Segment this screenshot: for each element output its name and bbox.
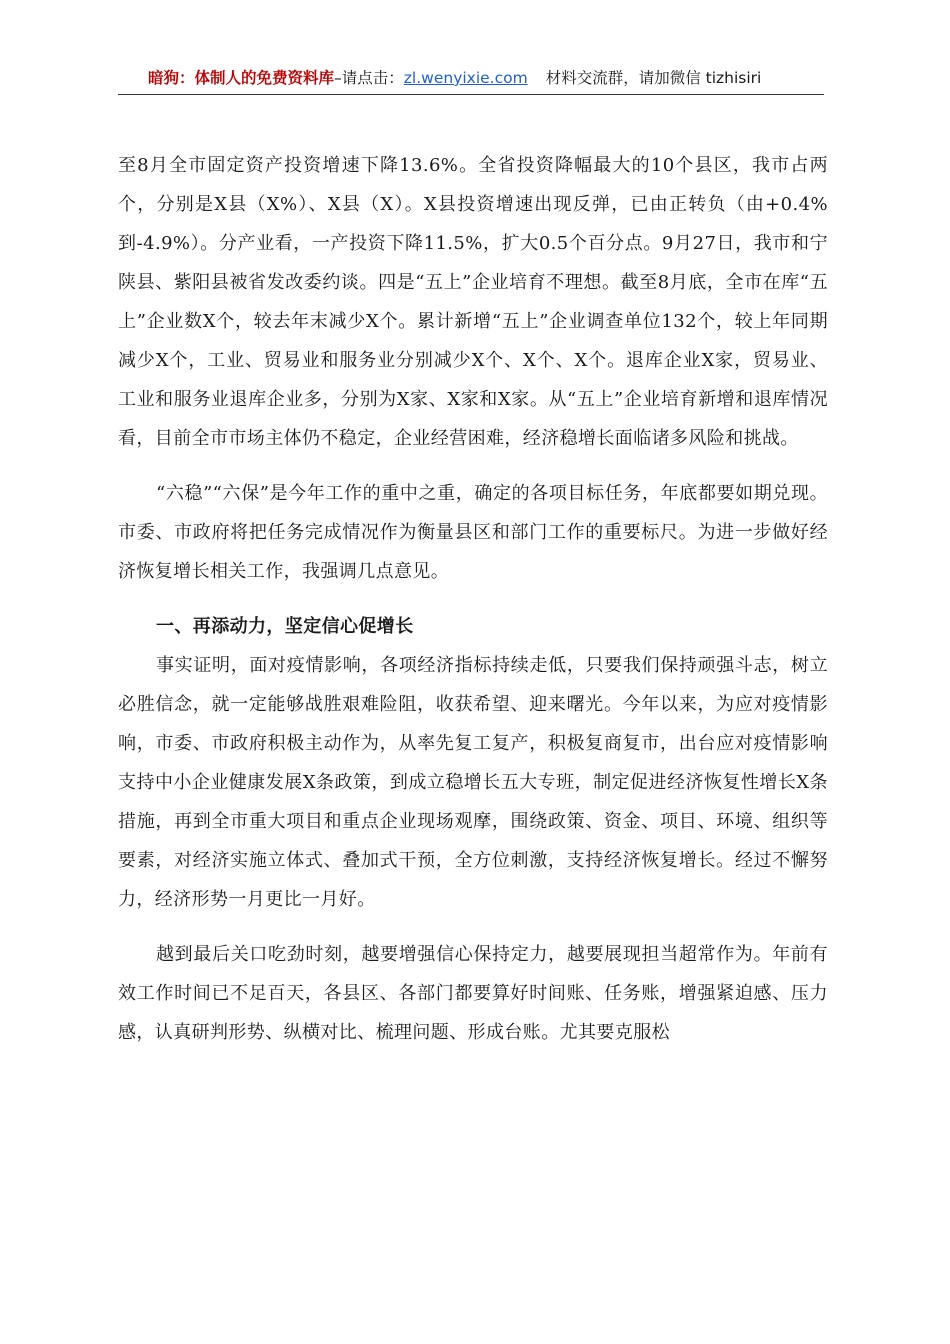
header-contact: 材料交流群，请加微信 tizhisiri [545,69,762,87]
header-brand: 暗狗：体制人的免费资料库 [148,69,335,87]
section-heading: 一、再添动力，坚定信心促增长 [156,616,414,637]
header-link[interactable]: zl.wenyixie.com [403,69,528,87]
section-paragraph: 越到最后关口吃劲时刻，越要增强信心保持定力，越要展现担当超常作为。年前有效工作时间已不足百天，各县区、各部门都要算好时间账、任务账，增强紧迫感、压力感，认真研判形势、纵横对比、梳理问题、形成台账。尤其要克服松 [118,944,828,1043]
document-body [118,146,828,1052]
body-paragraph: 至8月全市固定资产投资增速下降13.6%。全省投资降幅最大的10个县区，我市占两个，分别是X县（X%）、X县（X）。X县投资增速出现反弹，已由正转负（由+0.4%到-4.9%）。分产业看，一产投资下降11.5%，扩大0.5个百分点。9月27日，我市和宁陕县、紫阳县被省发改委约谈。四是“五上”企业培育不理想。截至8月底，全市在库“五上”企业数X个，较去年末减少X个。累计新增“五上”企业调查单位132个，较上年同期减少X个，工业、贸易业和服务业分别减少X个、X个、X个。退库企业X家，贸易业、工业和服务业退库企业多，分别为X家、X家和X家。从“五上”企业培育新增和退库情况看，目前全市市场主体仍不稳定，企业经营困难，经济稳增长面临诸多风险和挑战。 [118,155,828,449]
page-header [118,66,824,95]
section-paragraph: 事实证明，面对疫情影响，各项经济指标持续走低，只要我们保持顽强斗志，树立必胜信念，就一定能够战胜艰难险阻，收获希望、迎来曙光。今年以来，为应对疫情影响，市委、市政府积极主动作为，从率先复工复产，积极复商复市，出台应对疫情影响支持中小企业健康发展X条政策，到成立稳增长五大专班，制定促进经济恢复性增长X条措施，再到全市重大项目和重点企业现场观摩，围绕政策、资金、项目、环境、组织等要素，对经济实施立体式、叠加式干预，全方位刺激，支持经济恢复增长。经过不懈努力，经济形势一月更比一月好。 [118,655,828,910]
body-paragraph: “六稳”“六保”是今年工作的重中之重，确定的各项目标任务，年底都要如期兑现。市委、市政府将把任务完成情况作为衡量县区和部门工作的重要标尺。为进一步做好经济恢复增长相关工作，我强调几点意见。 [118,483,828,582]
header-prompt: –请点击： [334,69,404,87]
